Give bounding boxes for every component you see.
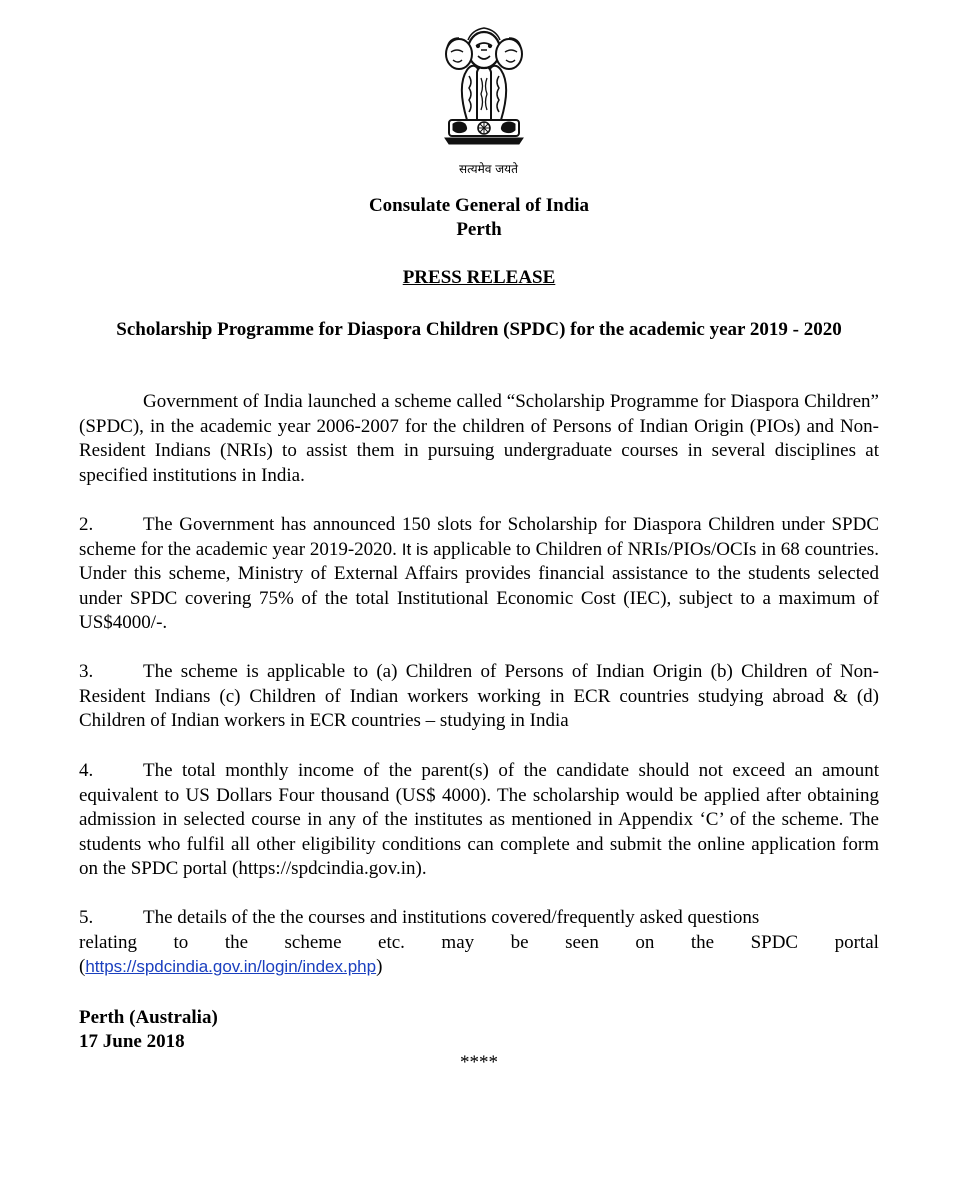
paragraph-2 — [79, 513, 879, 636]
paragraph-4-number: 4. — [79, 760, 94, 781]
emblem-motto: सत्यमेव जयते — [459, 162, 518, 176]
p5-word: scheme — [284, 931, 342, 953]
dateline-place: Perth (Australia) — [79, 1007, 218, 1028]
p5-word: to — [173, 931, 189, 953]
p5-word: the — [224, 931, 249, 953]
p5-word: etc. — [378, 931, 405, 953]
paragraph-3 — [79, 660, 879, 734]
p5-word: relating — [79, 931, 138, 953]
paragraph-5-line-2 — [79, 931, 879, 956]
p5-word: portal — [834, 931, 879, 953]
paragraph-2-text-b: It is — [401, 539, 429, 559]
paragraph-2-text-c: applicable to Children of NRIs/PIOs/OCIs in 68 countries. Under this scheme, Ministry of External Affairs provides financial assistance to the students selected under SPDC covering 75% of the total Institutional Economic Cost (IEC), subject to a maximum of US$4000/-. — [79, 538, 880, 633]
spdc-portal-link[interactable]: https://spdcindia.gov.in/login/index.php — [85, 957, 377, 976]
p5-word: the — [690, 931, 715, 953]
end-mark: **** — [460, 1052, 498, 1073]
paragraph-5-line-3: (https://spdcindia.gov.in/login/index.php) — [79, 956, 383, 977]
paragraph-3-text: The scheme is applicable to (a) Children of Persons of Indian Origin (b) Children of Non-Resident Indians (c) Children of Indian workers working in ECR countries studying abroad & (d) Children of Indian workers in ECR countries – studying in India — [79, 661, 879, 731]
p5-word: be — [510, 931, 529, 953]
paragraph-5-text-1: The details of the the courses and institutions covered/frequently asked questions — [143, 907, 760, 928]
national-emblem-icon — [431, 20, 537, 152]
paragraph-2-text-a: The Government has announced 150 slots for Scholarship for Diaspora Children under SPDC scheme for the academic year 2019-2020. — [79, 514, 879, 560]
p5-word: seen — [565, 931, 599, 953]
paragraph-5 — [79, 906, 879, 980]
office-name: Consulate General of India — [368, 195, 590, 216]
paragraph-2-number: 2. — [79, 514, 94, 535]
paragraph-5-line-1 — [79, 906, 879, 931]
paragraph-1-text: Government of India launched a scheme called “Scholarship Programme for Diaspora Children” (SPDC), in the academic year 2006-2007 for the children of Persons of Indian Origin (PIOs) and Non-Resident Indians (NRIs) to assist them in pursuing undergraduate courses in several disciplines at specified institutions in India. — [79, 391, 879, 486]
paragraph-1 — [79, 390, 879, 488]
dateline-date: 17 June 2018 — [79, 1031, 185, 1052]
p5-word: SPDC — [750, 931, 799, 953]
paragraph-4-text: The total monthly income of the parent(s) of the candidate should not exceed an amount equivalent to US Dollars Four thousand (US$ 4000). The scholarship would be applied after obtaining admission in selected course in any of the institutes as mentioned in Appendix ‘C’ of the scheme. The students who fulfil all other eligibility conditions can complete and submit the online application form on the SPDC portal (https://spdcindia.gov.in). — [79, 760, 879, 879]
paragraph-4 — [79, 759, 879, 882]
paragraph-3-number: 3. — [79, 661, 94, 682]
press-release-title: Scholarship Programme for Diaspora Children (SPDC) for the academic year 2019 - 2020 — [116, 319, 842, 340]
office-city: Perth — [456, 219, 502, 240]
paragraph-5-number: 5. — [79, 907, 94, 928]
document-type-heading: PRESS RELEASE — [402, 267, 556, 288]
p5-word: on — [635, 931, 655, 953]
p5-word: may — [441, 931, 475, 953]
